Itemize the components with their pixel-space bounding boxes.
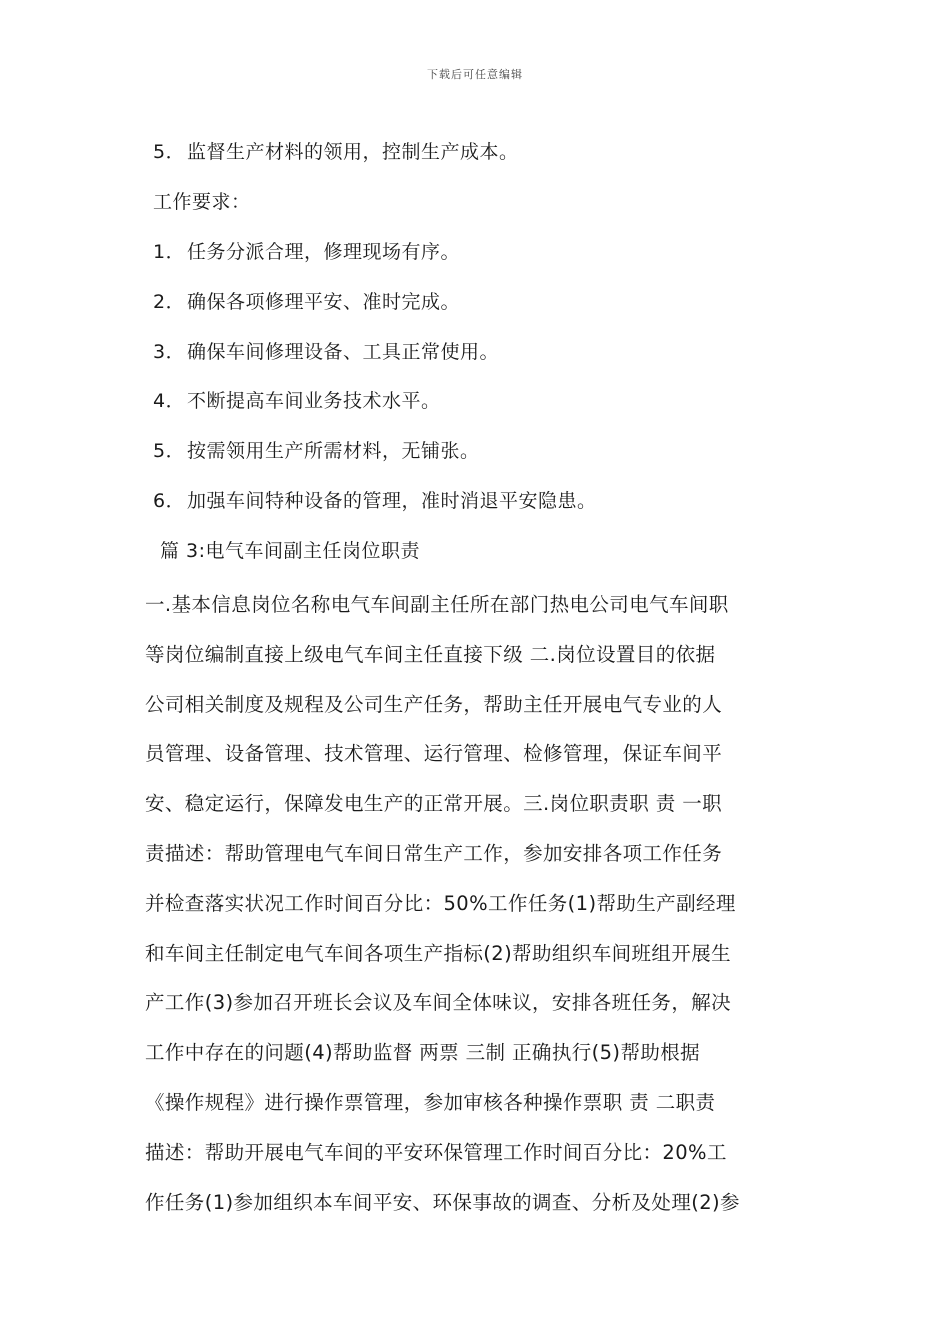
list-item	[153, 137, 519, 164]
body-line: 责描述：帮助管理电气车间日常生产工作，参加安排各项工作任务	[145, 841, 723, 865]
body-line: 作任务(1)参加组织本车间平安、环保事故的调查、分析及处理(2)参	[145, 1190, 740, 1214]
list-item	[153, 287, 460, 314]
section-label	[153, 187, 251, 214]
item-number: 1．	[153, 241, 186, 263]
item-number: 3．	[153, 341, 186, 363]
item-number: 4．	[153, 390, 186, 412]
body-line: 等岗位编制直接上级电气车间主任直接下级 二.岗位设置目的依据	[145, 642, 716, 666]
list-item	[153, 486, 597, 513]
heading-text: 篇 3:电气车间副主任岗位职责	[160, 540, 421, 562]
body-line: 描述：帮助开展电气车间的平安环保管理工作时间百分比：20%工	[145, 1140, 727, 1164]
body-line: 公司相关制度及规程及公司生产任务，帮助主任开展电气专业的人	[145, 692, 723, 716]
body-paragraph	[145, 580, 807, 1227]
list-item	[153, 386, 441, 413]
item-text: 任务分派合理，修理现场有序。	[187, 241, 461, 263]
section-heading	[160, 536, 420, 563]
item-text: 不断提高车间业务技术水平。	[187, 390, 441, 412]
item-text: 加强车间特种设备的管理，准时消退平安隐患。	[187, 490, 597, 512]
list-item	[153, 237, 460, 264]
body-line: 和车间主任制定电气车间各项生产指标(2)帮助组织车间班组开展生	[145, 941, 732, 965]
item-number: 2．	[153, 291, 186, 313]
list-item	[153, 436, 480, 463]
item-text: 确保各项修理平安、准时完成。	[187, 291, 461, 313]
item-number: 6．	[153, 490, 186, 512]
body-line: 工作中存在的问题(4)帮助监督 两票 三制 正确执行(5)帮助根据	[145, 1041, 701, 1065]
body-line: 安、稳定运行，保障发电生产的正常开展。三.岗位职责职 责 一职	[145, 792, 722, 816]
item-number: 5．	[153, 141, 186, 163]
page-header: 下载后可任意编辑	[427, 68, 523, 81]
item-text: 按需领用生产所需材料，无铺张。	[187, 440, 480, 462]
body-line: 《操作规程》进行操作票管理，参加审核各种操作票职 责 二职责	[145, 1090, 716, 1114]
item-text: 工作要求：	[153, 191, 251, 213]
item-text: 监督生产材料的领用，控制生产成本。	[187, 141, 519, 163]
body-line: 一.基本信息岗位名称电气车间副主任所在部门热电公司电气车间职	[145, 593, 729, 616]
item-number: 5．	[153, 440, 186, 462]
body-line: 产工作(3)参加召开班长会议及车间全体味议，安排各班任务，解决	[145, 991, 732, 1015]
list-item	[153, 337, 499, 364]
body-line: 并检查落实状况工作时间百分比：50%工作任务(1)帮助生产副经理	[145, 891, 736, 915]
body-line: 员管理、设备管理、技术管理、运行管理、检修管理，保证车间平	[145, 742, 723, 766]
item-text: 确保车间修理设备、工具正常使用。	[187, 341, 500, 363]
